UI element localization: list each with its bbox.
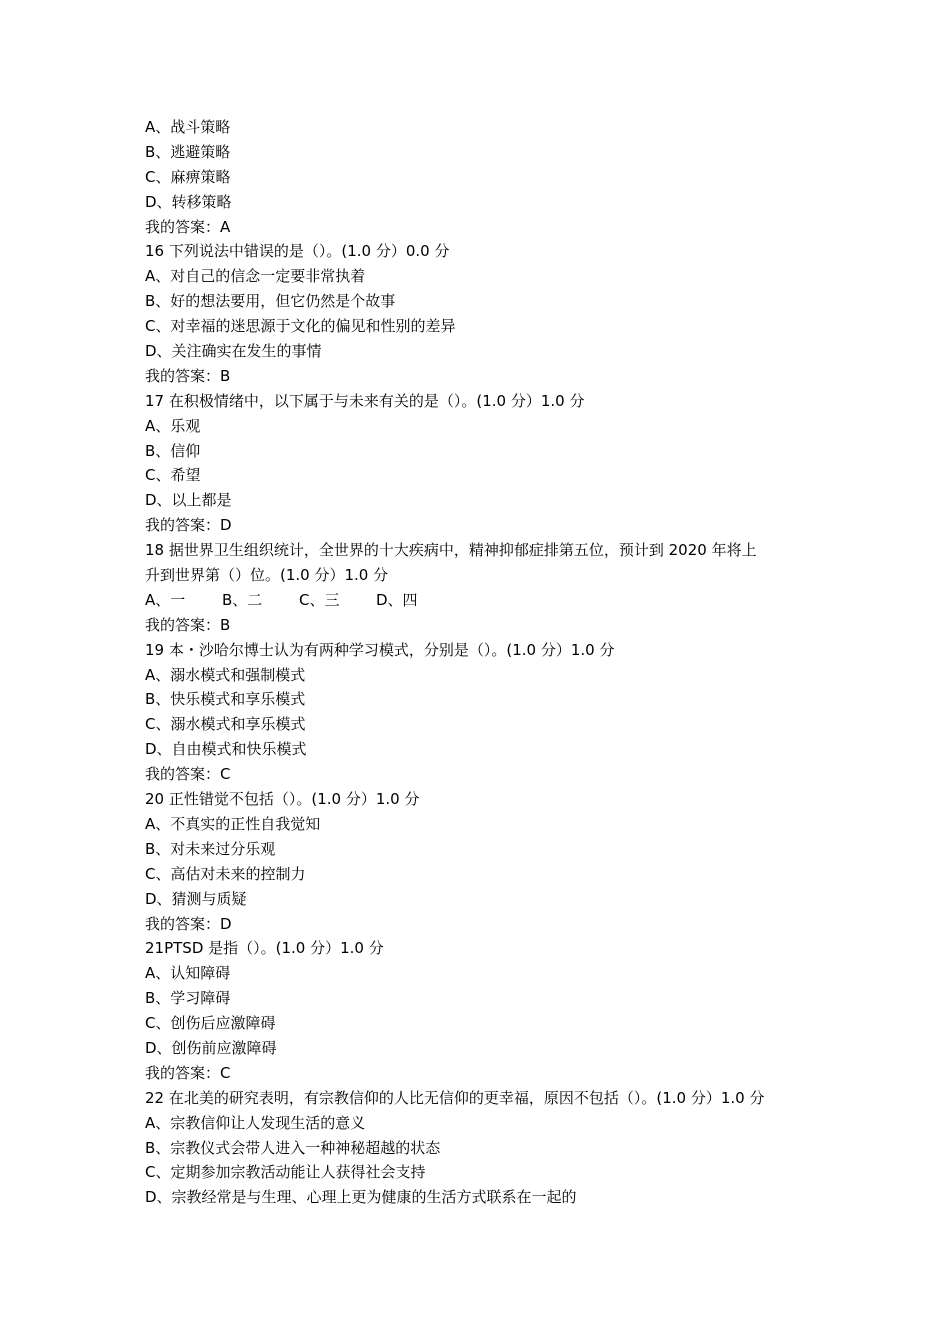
- answer-line: 我的答案：C: [145, 765, 231, 784]
- option-d: D、四: [376, 590, 418, 609]
- question-18: 18 据世界卫生组织统计，全世界的十大疾病中，精神抑郁症排第五位，预计到 2020 年将上: [145, 541, 757, 560]
- option-b: B、二: [222, 590, 263, 609]
- answer-line: 我的答案：D: [145, 914, 232, 933]
- option-line: D、宗教经常是与生理、心理上更为健康的生活方式联系在一起的: [145, 1188, 577, 1207]
- option-line: A、认知障碍: [145, 964, 231, 983]
- option-line: B、快乐模式和享乐模式: [145, 690, 306, 709]
- option-line: D、猜测与质疑: [145, 889, 247, 908]
- option-c: C、三: [299, 590, 340, 609]
- option-line: B、宗教仪式会带人进入一种神秘超越的状态: [145, 1138, 441, 1157]
- question-16: 16 下列说法中错误的是（）。(1.0 分）0.0 分: [145, 242, 450, 261]
- option-line: B、信仰: [145, 441, 201, 460]
- answer-line: 我的答案：C: [145, 1063, 231, 1082]
- option-line: D、自由模式和快乐模式: [145, 740, 307, 759]
- option-line: A、不真实的正性自我觉知: [145, 814, 321, 833]
- option-line: B、学习障碍: [145, 989, 231, 1008]
- option-line: C、创伤后应激障碍: [145, 1014, 276, 1033]
- option-a: A、一: [145, 590, 186, 609]
- option-line: C、希望: [145, 466, 201, 485]
- option-line: B、好的想法要用，但它仍然是个故事: [145, 292, 396, 311]
- option-line: A、溺水模式和强制模式: [145, 665, 306, 684]
- option-line: A、战斗策略: [145, 118, 231, 136]
- option-line: C、麻痹策略: [145, 167, 231, 186]
- question-19: 19 本・沙哈尔博士认为有两种学习模式，分别是（）。(1.0 分）1.0 分: [145, 640, 615, 659]
- option-line: C、溺水模式和享乐模式: [145, 715, 306, 734]
- answer-line: 我的答案：A: [145, 217, 231, 236]
- document-page: [145, 115, 825, 1210]
- option-line: A、乐观: [145, 416, 201, 435]
- question-22: 22 在北美的研究表明，有宗教信仰的人比无信仰的更幸福，原因不包括（）。(1.0 分）1.0 分: [145, 1088, 765, 1107]
- question-18-continued: 升到世界第（）位。(1.0 分）1.0 分: [145, 566, 389, 585]
- option-line: C、高估对未来的控制力: [145, 864, 306, 883]
- option-line: A、宗教信仰让人发现生活的意义: [145, 1113, 366, 1132]
- option-line: D、转移策略: [145, 192, 232, 211]
- option-line: C、对幸福的迷思源于文化的偏见和性别的差异: [145, 317, 456, 336]
- option-line: B、逃避策略: [145, 142, 231, 161]
- answer-line: 我的答案：D: [145, 516, 232, 535]
- question-17: 17 在积极情绪中，以下属于与未来有关的是（）。(1.0 分）1.0 分: [145, 391, 585, 410]
- option-line: A、对自己的信念一定要非常执着: [145, 267, 366, 286]
- option-line: D、以上都是: [145, 491, 232, 510]
- option-line: C、定期参加宗教活动能让人获得社会支持: [145, 1163, 426, 1182]
- question-21: 21PTSD 是指（）。(1.0 分）1.0 分: [145, 939, 384, 958]
- answer-line: 我的答案：B: [145, 366, 231, 385]
- question-20: 20 正性错觉不包括（）。(1.0 分）1.0 分: [145, 790, 420, 809]
- option-line: D、创伤前应激障碍: [145, 1038, 277, 1057]
- option-line: D、关注确实在发生的事情: [145, 342, 322, 361]
- question-18-options: [145, 588, 825, 613]
- answer-line: 我的答案：B: [145, 615, 231, 634]
- option-line: B、对未来过分乐观: [145, 839, 276, 858]
